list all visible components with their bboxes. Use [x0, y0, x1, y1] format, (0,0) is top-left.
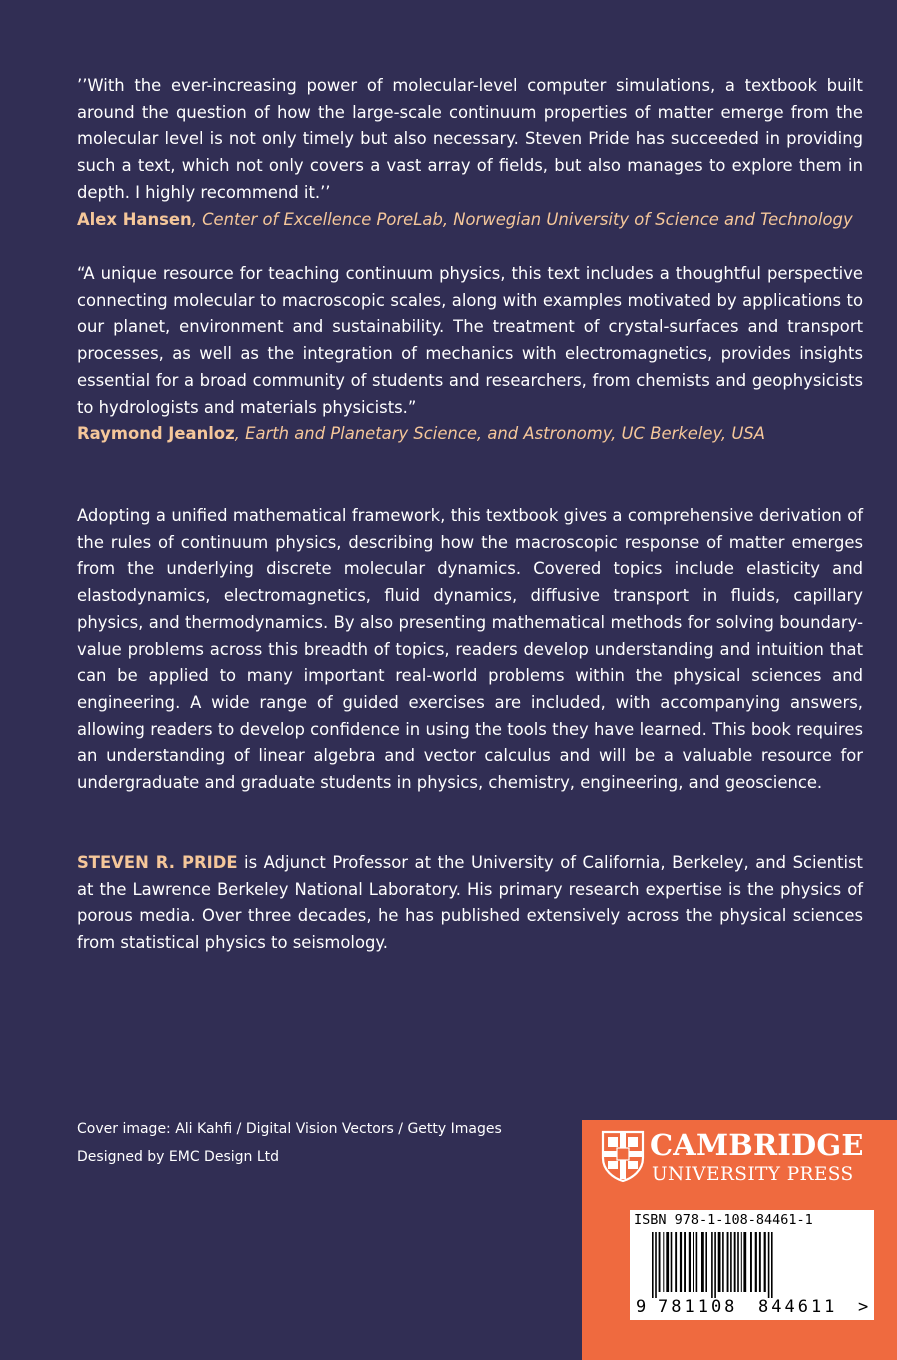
author-bio-text: is Adjunct Professor at the University of California, Berkeley, and Scientist at the Lawrence Berkeley National Laboratory. His primary research expertise is the physics of porous media. Over three decades, he has published extensively across the physical sciences from statistical physics to seismology.: [77, 853, 863, 953]
ean-lead-digit: 9: [636, 1297, 647, 1317]
publisher-panel: [582, 1120, 897, 1360]
endorsement-attribution: [77, 421, 863, 448]
ean-quiet-zone-mark: >: [858, 1297, 869, 1317]
book-description-block: [77, 503, 863, 797]
book-description: Adopting a unified mathematical framework, this textbook gives a comprehensive derivation of the rules of continuum physics, describing how the macroscopic response of matter emerges from the underlying discrete molecular dynamics. Covered topics include elasticity and elastodynamics, electromagnetics, fluid dynamics, diffusive transport in fluids, capillary physics, and thermodynamics. By also presenting mathematical methods for solving boundary-value problems across this breadth of topics, readers develop understanding and intuition that can be applied to many important real-world problems within the physical sciences and engineering. A wide range of guided exercises are included, with accompanying answers, allowing readers to develop confidence in using the tools they have learned. This book requires an understanding of linear algebra and vector calculus and will be a valuable resource for undergraduate and graduate students in physics, chemistry, engineering, and geoscience.: [77, 506, 863, 793]
endorsement-1: [77, 73, 863, 233]
ean-left-group: 781108: [658, 1297, 738, 1317]
endorser-affiliation: , Earth and Planetary Science, and Astronomy, UC Berkeley, USA: [234, 424, 765, 444]
endorsement-quote: “A unique resource for teaching continuum physics, this text includes a thoughtful perspective connecting molecular to macroscopic scales, along with examples motivated by applications to our planet, environment and sustainability. The treatment of crystal-surfaces and transport processes, as well as the integration of mechanics with electromagnetics, provides insights essential for a broad community of students and researchers, from chemists and geophysicists to hydrologists and materials physicists.”: [77, 264, 863, 417]
cover-credits: [77, 1115, 502, 1171]
author-name: STEVEN R. PRIDE: [77, 853, 238, 872]
barcode: [630, 1210, 874, 1320]
crest-icon: [601, 1130, 645, 1182]
publisher-name: CAMBRIDGE: [650, 1128, 864, 1162]
endorsement-quote: ’’With the ever-increasing power of molecular-level computer simulations, a textbook built around the question of how the large-scale continuum properties of matter emerge from the molecular level is not only timely but also necessary. Steven Pride has succeeded in providing such a text, which not only covers a vast array of fields, but also manages to explore them in depth. I highly recommend it.’’: [77, 76, 863, 202]
endorsement-2: [77, 261, 863, 448]
ean-right-group: 844611: [758, 1297, 838, 1317]
barcode-bars: [650, 1232, 860, 1298]
endorsement-attribution: [77, 207, 863, 234]
design-credit: Designed by EMC Design Ltd: [77, 1149, 280, 1165]
endorser-name: Alex Hansen: [77, 209, 192, 229]
isbn-label: ISBN 978-1-108-84461-1: [634, 1212, 813, 1228]
publisher-subtitle: UNIVERSITY PRESS: [652, 1164, 854, 1185]
endorser-name: Raymond Jeanloz: [77, 424, 235, 444]
author-bio-block: [77, 850, 863, 957]
endorser-affiliation: , Center of Excellence PoreLab, Norwegian University of Science and Technology: [191, 209, 853, 229]
cover-image-credit: Cover image: Ali Kahfi / Digital Vision Vectors / Getty Images: [77, 1121, 502, 1137]
author-bio: [77, 850, 863, 957]
